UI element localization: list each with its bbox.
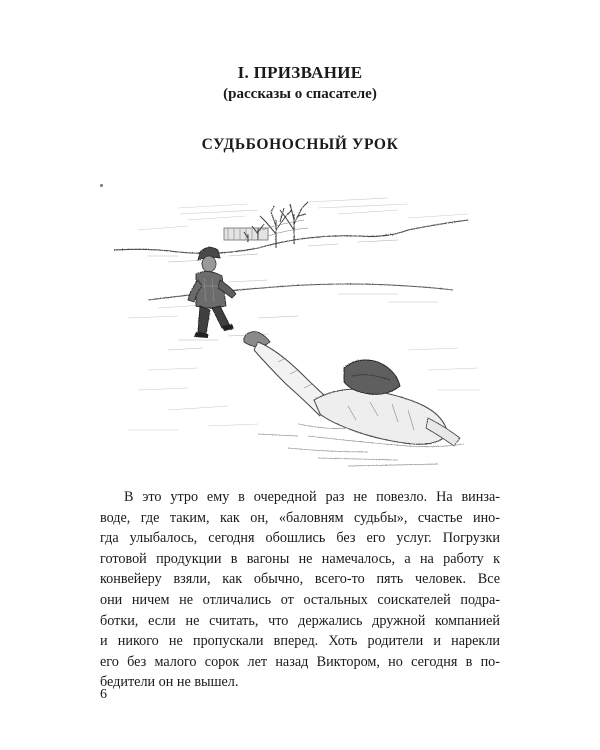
pencil-illustration [108, 190, 492, 475]
section-title: СУДЬБОНОСНЫЙ УРОК [201, 136, 399, 153]
body-line: гда улыбалось, сегодня обошлись без его услуг. Погрузки [100, 530, 500, 547]
chapter-title: I. ПРИЗВАНИЕ [237, 63, 363, 82]
running-man [188, 247, 236, 338]
building [224, 228, 268, 240]
body-line: В это утро ему в очередной раз не повезло. На винза- [124, 489, 500, 505]
sky-shading [138, 198, 468, 230]
chapter-subtitle: (рассказы о спасателе) [223, 86, 377, 102]
body-line: они ничем не отличались от остальных соискателей подра- [100, 591, 500, 608]
fallen-person [244, 332, 460, 446]
body-line: конвейеру взяли, как обычно, всего-то пять человек. Все [100, 571, 500, 588]
page-number: 6 [100, 687, 107, 702]
body-line: ботки, если не считать, что держались дружной компанией [100, 612, 500, 629]
bare-trees [244, 202, 308, 248]
body-line: бедители он не вышел. [100, 674, 239, 691]
body-line: и никого не пропускали вперед. Хоть родители и нарекли [100, 633, 500, 650]
body-line: воде, где таким, как он, «баловням судьбы», счастье ино- [100, 509, 500, 526]
body-line: его без малого сорок лет назад Виктором, но сегодня в по- [100, 653, 500, 670]
body-paragraph [100, 487, 500, 693]
body-line: готовой продукции в вагоны не намечалось, а на работу к [100, 550, 500, 567]
stray-dot [100, 184, 103, 187]
